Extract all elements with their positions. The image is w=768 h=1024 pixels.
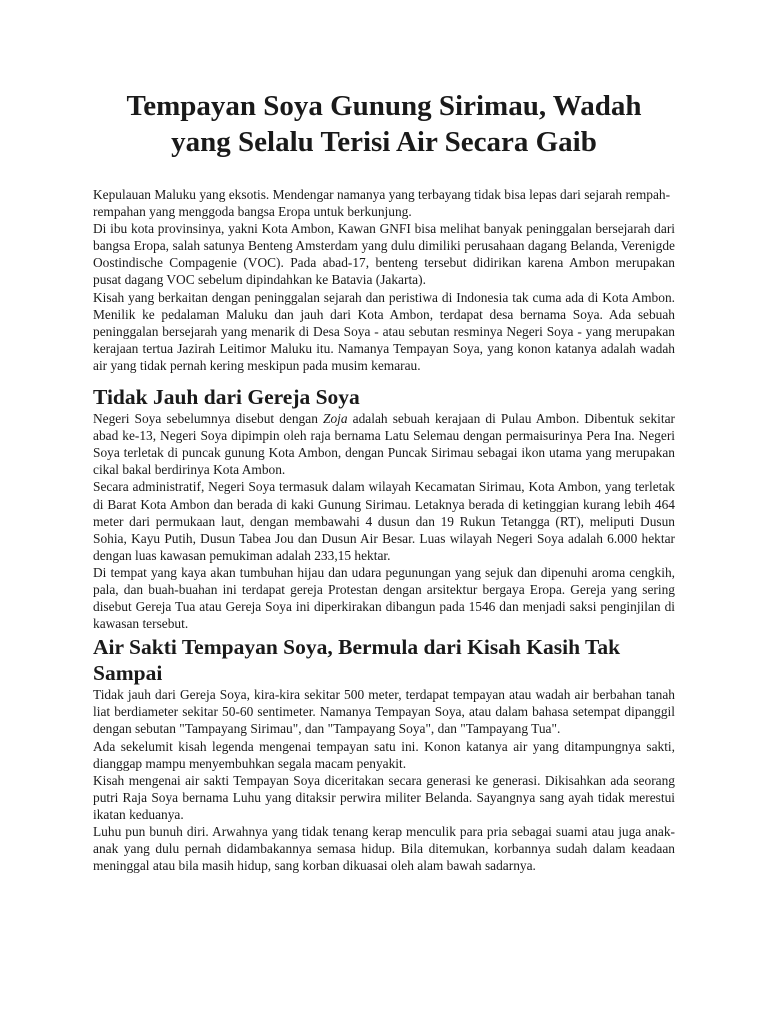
section1-paragraph-1-after: adalah sebuah kerajaan di Pulau Ambon. Dibentuk sekitar abad ke-13, Negeri Soya dipimpin oleh raja bernama Latu Selemau dengan permaisurinya Pera Ina. Negeri Soya terletak di puncak gunung Kota Ambon, dengan Puncak Sirimau sebagai ikon utama yang merupakan cikal bakal berdirinya Kota Ambon. [93, 411, 676, 478]
intro-paragraph-2: Di ibu kota provinsinya, yakni Kota Ambon, Kawan GNFI bisa melihat banyak peninggalan bersejarah dari bangsa Eropa, salah satunya Benteng Amsterdam yang dulu dimiliki perusahaan dagang Belanda, Verenigde Oostindische Compagenie (VOC). Pada abad-17, benteng tersebut didirikan karena Ambon merupakan pusat dagang VOC sebelum dipindahkan ke Batavia (Jakarta). [93, 221, 675, 288]
document-page [93, 88, 675, 874]
section2-paragraph-1: Tidak jauh dari Gereja Soya, kira-kira sekitar 500 meter, terdapat tempayan atau wadah air berbahan tanah liat berdiameter sekitar 50-60 sentimeter. Namanya Tempayan Soya, atau dalam bahasa setempat dipanggil dengan sebutan "Tampayang Sirimau", dan "Tampayang Soya", dan "Tampayang Tua". [93, 687, 675, 737]
intro-paragraph-3: Kisah yang berkaitan dengan peninggalan sejarah dan peristiwa di Indonesia tak cuma ada di Kota Ambon. Menilik ke pedalaman Maluku dan jauh dari Kota Ambon, terdapat desa bernama Soya. Ada sebuah peninggalan bersejarah yang menarik di Desa Soya - atau sebutan resminya Negeri Soya - yang merupakan kerajaan tertua Jazirah Leitimor Maluku itu. Namanya Tempayan Soya, yang konon katanya adalah wadah air yang tidak pernah kering meskipun pada musim kemarau. [93, 289, 675, 373]
section1-paragraph-1-italic: Zoja [323, 411, 348, 427]
section2-paragraph-3: Kisah mengenai air sakti Tempayan Soya diceritakan secara generasi ke generasi. Dikisahkan ada seorang putri Raja Soya bernama Luhu yang ditaksir perwira militer Belanda. Sayangnya sang ayah tidak merestui ikatan keduanya. [93, 772, 675, 822]
section2-paragraph-4: Luhu pun bunuh diri. Arwahnya yang tidak tenang kerap menculik para pria sebagai suami atau juga anak-anak yang dulu pernah didambakannya semasa hidup. Bila ditemukan, korbannya sudah dalam keadaan meninggal atau bila masih hidup, sang korban dikuasai oleh alam bawah sadarnya. [93, 824, 675, 874]
section1-paragraph-2: Secara administratif, Negeri Soya termasuk dalam wilayah Kecamatan Sirimau, Kota Ambon, yang terletak di Barat Kota Ambon dan berada di kaki Gunung Sirimau. Letaknya berada di ketinggian kurang lebih 464 meter dari permukaan laut, dengan membawahi 4 dusun dan 19 Rukun Tetangga (RT), meliputi Dusun Sohia, Kayu Putih, Dusun Tabea Jou dan Dusun Air Besar. Luas wilayah Negeri Soya adalah 6.000 hektar dengan luas kawasan pemukiman adalah 233,15 hektar. [93, 479, 675, 563]
section1-paragraph-1-before: Negeri Soya sebelumnya disebut dengan [93, 411, 323, 427]
section1-paragraph-3: Di tempat yang kaya akan tumbuhan hijau dan udara pegunungan yang sejuk dan dipenuhi aroma cengkih, pala, dan buah-buahan ini terdapat gereja Protestan dengan arsitektur bergaya Eropa. Gereja yang sering disebut Gereja Tua atau Gereja Soya ini diperkirakan dibangun pada 1546 dan menjadi saksi penginjilan di kawasan tersebut. [93, 564, 675, 632]
section-heading-air-sakti: Air Sakti Tempayan Soya, Bermula dari Kisah Kasih Tak Sampai [93, 635, 621, 686]
section-heading-gereja-soya: Tidak Jauh dari Gereja Soya [93, 385, 360, 410]
document-title: Tempayan Soya Gunung Sirimau, Wadah yang Selalu Terisi Air Secara Gaib [126, 90, 642, 158]
intro-paragraph-1: Kepulauan Maluku yang eksotis. Mendengar namanya yang terbayang tidak bisa lepas dari sejarah rempah-rempahan yang menggoda bangsa Eropa untuk berkunjung. [93, 187, 671, 220]
section1-paragraph-1 [93, 410, 675, 478]
section2-paragraph-2: Ada sekelumit kisah legenda mengenai tempayan satu ini. Konon katanya air yang ditampungnya sakti, dianggap mampu menyembuhkan segala macam penyakit. [93, 738, 675, 771]
